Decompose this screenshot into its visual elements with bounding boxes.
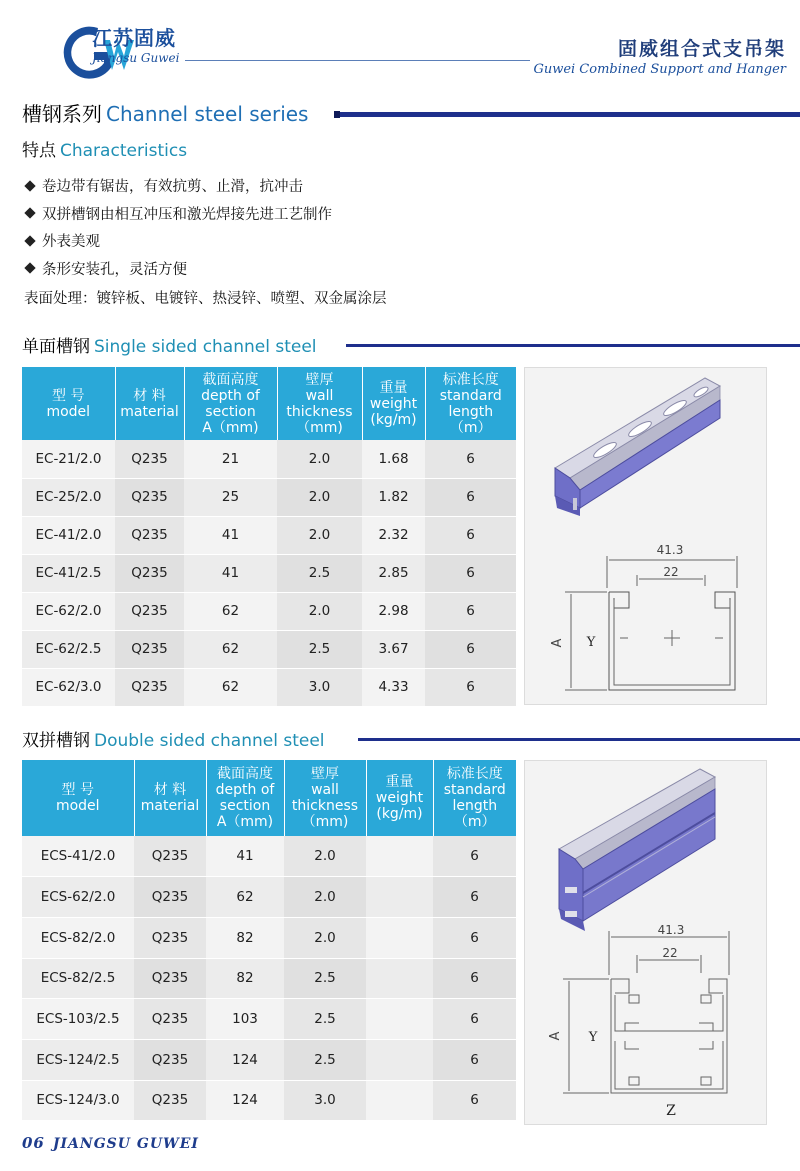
section-title-bar xyxy=(334,112,800,117)
double-dim-outer: 41.3 xyxy=(657,923,685,937)
header-cn-text: 标准长度 xyxy=(442,371,499,388)
table-cell: 6 xyxy=(425,630,516,668)
header-cn-text: 材 料 xyxy=(153,782,187,798)
table-cell: 41 xyxy=(184,516,277,554)
header-cell xyxy=(284,760,366,836)
table-cell: 82 xyxy=(206,917,284,958)
header-title: 固威组合式支吊架 xyxy=(617,38,786,60)
table-cell: 2.98 xyxy=(362,592,425,630)
table-row xyxy=(22,630,516,668)
single-channel-3d-icon xyxy=(555,378,720,516)
header-cn-text: 标准长度 xyxy=(446,766,503,782)
table-cell: 6 xyxy=(433,958,516,999)
table-cell: 6 xyxy=(425,554,516,592)
characteristic-item xyxy=(24,172,544,200)
header-cn-text: 截面高度 xyxy=(202,371,259,388)
table-row xyxy=(22,668,516,706)
characteristics-list xyxy=(24,172,544,282)
table-cell: EC-62/2.5 xyxy=(22,630,115,668)
header-cell xyxy=(22,760,134,836)
table-cell: 2.0 xyxy=(277,440,362,478)
table-cell: 2.0 xyxy=(284,877,366,918)
header-cn-text: 重量 xyxy=(385,774,414,790)
characteristic-item xyxy=(24,200,544,228)
header-cell xyxy=(433,760,516,836)
table-cell: 3.67 xyxy=(362,630,425,668)
section-title-bar-end xyxy=(334,111,340,118)
table-cell: ECS-103/2.5 xyxy=(22,999,134,1040)
table-row xyxy=(22,877,516,918)
table-cell: 41 xyxy=(206,836,284,877)
table-cell: 82 xyxy=(206,958,284,999)
footer-text: JIANGSU GUWEI xyxy=(52,1136,199,1152)
table-row xyxy=(22,1039,516,1080)
logo-en-text: Jiangsu Guwei xyxy=(92,51,180,65)
table-cell: Q235 xyxy=(134,836,206,877)
single-channel-image-box xyxy=(524,367,767,705)
header-en-text: standard xyxy=(439,387,502,404)
single-title-bar xyxy=(0,344,800,347)
header-en-text: （mm) xyxy=(301,814,349,830)
table-row xyxy=(22,1080,516,1121)
header-rule xyxy=(185,60,530,61)
table-cell: 62 xyxy=(184,592,277,630)
characteristic-text: 双拼槽钢由相互冲压和激光焊接先进工艺制作 xyxy=(42,206,332,223)
table-cell: Q235 xyxy=(134,877,206,918)
table-cell: 2.5 xyxy=(277,554,362,592)
double-label-y: Y xyxy=(588,1030,598,1045)
table-row xyxy=(22,917,516,958)
header-cn-text: 材 料 xyxy=(133,387,166,404)
characteristic-text: 条形安装孔，灵活方便 xyxy=(42,261,187,278)
table-cell: 4.33 xyxy=(362,668,425,706)
header-en-text: standard xyxy=(443,782,506,798)
header-cn-text: 重量 xyxy=(379,379,408,396)
table-cell: Q235 xyxy=(134,999,206,1040)
section-title xyxy=(22,98,308,127)
table-cell: ECS-41/2.0 xyxy=(22,836,134,877)
header-en-text: wall xyxy=(311,782,339,798)
table-cell: 6 xyxy=(425,516,516,554)
page-number: 06 xyxy=(22,1134,45,1152)
diamond-bullet-icon xyxy=(24,235,35,246)
header-cn-text: 型 号 xyxy=(52,387,85,404)
characteristic-item xyxy=(24,255,544,283)
single-dim-inner: 22 xyxy=(663,565,679,579)
double-channel-3d-icon xyxy=(559,769,715,931)
table-cell: 6 xyxy=(433,999,516,1040)
double-title-en: Double sided channel steel xyxy=(94,731,325,751)
header-en-text: length xyxy=(448,403,494,420)
page-footer xyxy=(22,1134,199,1152)
table-cell: 62 xyxy=(206,877,284,918)
header-en-text: A（mm) xyxy=(202,419,259,436)
table-cell: EC-62/3.0 xyxy=(22,668,115,706)
table-cell: 124 xyxy=(206,1039,284,1080)
header-en-text: thickness xyxy=(291,798,359,814)
table-cell: 25 xyxy=(184,478,277,516)
table-cell: 1.82 xyxy=(362,478,425,516)
table-cell: EC-41/2.5 xyxy=(22,554,115,592)
table-header-row xyxy=(22,367,516,440)
table-cell xyxy=(366,958,433,999)
table-cell: 62 xyxy=(184,630,277,668)
table-cell: Q235 xyxy=(115,516,184,554)
characteristic-item xyxy=(24,227,544,255)
table-cell: 6 xyxy=(425,668,516,706)
table-cell: 6 xyxy=(433,1080,516,1121)
single-label-a: A xyxy=(550,638,565,648)
header-en-text: （m） xyxy=(453,814,496,830)
table-cell: EC-41/2.0 xyxy=(22,516,115,554)
table-cell: Q235 xyxy=(115,440,184,478)
table-row xyxy=(22,999,516,1040)
double-channel-illustration xyxy=(525,761,768,1126)
double-dim-inner: 22 xyxy=(662,946,678,960)
table-row xyxy=(22,958,516,999)
header-en-text: model xyxy=(46,403,91,420)
double-label-a: A xyxy=(548,1031,563,1041)
table-cell: Q235 xyxy=(134,1080,206,1121)
characteristics-title xyxy=(22,136,187,161)
table-cell: 6 xyxy=(425,592,516,630)
header-cell xyxy=(206,760,284,836)
header-en-text: depth of xyxy=(201,387,260,404)
header-en-text: section xyxy=(219,798,271,814)
header-en-text: (kg/m) xyxy=(370,411,417,428)
header-en-text: model xyxy=(55,798,100,814)
table-cell: 2.85 xyxy=(362,554,425,592)
characteristics-title-cn: 特点 xyxy=(22,141,56,161)
table-row xyxy=(22,836,516,877)
double-title-bar xyxy=(0,738,800,741)
header-cell xyxy=(115,367,184,440)
single-channel-table xyxy=(22,367,516,707)
header-cell xyxy=(366,760,433,836)
characteristics-title-en: Characteristics xyxy=(60,141,188,161)
table-cell xyxy=(366,836,433,877)
header-cell xyxy=(425,367,516,440)
table-cell: ECS-82/2.5 xyxy=(22,958,134,999)
table-header-row xyxy=(22,760,516,836)
header-en-text: section xyxy=(205,403,256,420)
table-cell: 2.32 xyxy=(362,516,425,554)
diamond-bullet-icon xyxy=(24,263,35,274)
page-header xyxy=(0,0,800,100)
table-cell: 21 xyxy=(184,440,277,478)
header-cell xyxy=(362,367,425,440)
header-en-text: wall xyxy=(305,387,334,404)
table-row xyxy=(22,554,516,592)
table-cell: ECS-124/2.5 xyxy=(22,1039,134,1080)
double-title-cn: 双拼槽钢 xyxy=(22,731,90,751)
header-en-text: A（mm) xyxy=(216,814,274,830)
table-cell xyxy=(366,917,433,958)
surface-treatment: 表面处理：镀锌板、电镀锌、热浸锌、喷塑、双金属涂层 xyxy=(24,291,387,307)
table-cell: 124 xyxy=(206,1080,284,1121)
header-subtitle: Guwei Combined Support and Hanger xyxy=(533,62,786,77)
double-channel-image-box xyxy=(524,760,767,1125)
table-cell: 2.0 xyxy=(284,836,366,877)
table-cell: 62 xyxy=(184,668,277,706)
table-cell: 6 xyxy=(433,836,516,877)
header-en-text: weight xyxy=(375,790,424,806)
table-cell: 2.5 xyxy=(277,630,362,668)
header-cn-text: 壁厚 xyxy=(305,371,334,388)
table-cell: 2.0 xyxy=(277,516,362,554)
characteristic-text: 卷边带有锯齿，有效抗剪、止滑，抗冲击 xyxy=(42,179,303,196)
table-cell: 6 xyxy=(433,917,516,958)
table-cell: 1.68 xyxy=(362,440,425,478)
table-cell: Q235 xyxy=(134,917,206,958)
double-label-z: Z xyxy=(666,1103,676,1119)
table-cell: ECS-82/2.0 xyxy=(22,917,134,958)
header-cell xyxy=(134,760,206,836)
table-cell: 6 xyxy=(433,1039,516,1080)
header-cell xyxy=(22,367,115,440)
table-cell xyxy=(366,1039,433,1080)
table-cell: Q235 xyxy=(115,668,184,706)
table-cell: 6 xyxy=(425,478,516,516)
header-en-text: depth of xyxy=(215,782,275,798)
table-cell xyxy=(366,877,433,918)
single-channel-illustration xyxy=(525,368,768,706)
table-cell: EC-62/2.0 xyxy=(22,592,115,630)
table-cell: Q235 xyxy=(134,958,206,999)
table-cell: 2.0 xyxy=(277,478,362,516)
single-title-cn: 单面槽钢 xyxy=(22,337,90,357)
table-cell xyxy=(366,1080,433,1121)
header-cn-text: 壁厚 xyxy=(311,766,339,782)
table-cell: Q235 xyxy=(115,630,184,668)
section-title-en: Channel steel series xyxy=(106,102,309,126)
table-cell: 2.0 xyxy=(277,592,362,630)
table-cell: 41 xyxy=(184,554,277,592)
header-en-text: material xyxy=(140,798,200,814)
diamond-bullet-icon xyxy=(24,180,35,191)
header-en-text: length xyxy=(452,798,498,814)
table-cell: 103 xyxy=(206,999,284,1040)
table-cell: 2.5 xyxy=(284,1039,366,1080)
logo-cn-text: 江苏固威 xyxy=(92,26,176,50)
single-label-y: Y xyxy=(586,635,596,650)
table-cell: Q235 xyxy=(115,478,184,516)
table-cell: EC-21/2.0 xyxy=(22,440,115,478)
double-channel-section-drawing xyxy=(563,931,729,1093)
single-dim-outer: 41.3 xyxy=(656,543,684,557)
single-channel-section-drawing xyxy=(565,556,737,690)
table-cell: ECS-62/2.0 xyxy=(22,877,134,918)
double-channel-table xyxy=(22,760,516,1121)
table-cell xyxy=(366,999,433,1040)
table-cell: 2.0 xyxy=(284,917,366,958)
header-cn-text: 截面高度 xyxy=(217,766,273,782)
header-en-text: (kg/m) xyxy=(376,806,423,822)
table-cell: 2.5 xyxy=(284,958,366,999)
table-row xyxy=(22,440,516,478)
header-cell xyxy=(277,367,362,440)
table-cell: EC-25/2.0 xyxy=(22,478,115,516)
section-title-cn: 槽钢系列 xyxy=(22,102,102,126)
header-en-text: （m） xyxy=(449,419,492,436)
table-cell: Q235 xyxy=(134,1039,206,1080)
diamond-bullet-icon xyxy=(24,208,35,219)
header-cn-text: 型 号 xyxy=(61,782,94,798)
header-en-text: （mm) xyxy=(296,419,343,436)
table-row xyxy=(22,516,516,554)
table-cell: 6 xyxy=(425,440,516,478)
header-en-text: weight xyxy=(369,395,418,412)
table-cell: 3.0 xyxy=(284,1080,366,1121)
table-cell: Q235 xyxy=(115,592,184,630)
header-en-text: material xyxy=(120,403,179,420)
table-cell: 3.0 xyxy=(277,668,362,706)
single-title-en: Single sided channel steel xyxy=(94,337,317,357)
characteristic-text: 外表美观 xyxy=(42,234,100,251)
header-cell xyxy=(184,367,277,440)
table-row xyxy=(22,592,516,630)
table-cell: Q235 xyxy=(115,554,184,592)
table-cell: 6 xyxy=(433,877,516,918)
header-en-text: thickness xyxy=(286,403,353,420)
table-cell: 2.5 xyxy=(284,999,366,1040)
table-row xyxy=(22,478,516,516)
table-cell: ECS-124/3.0 xyxy=(22,1080,134,1121)
